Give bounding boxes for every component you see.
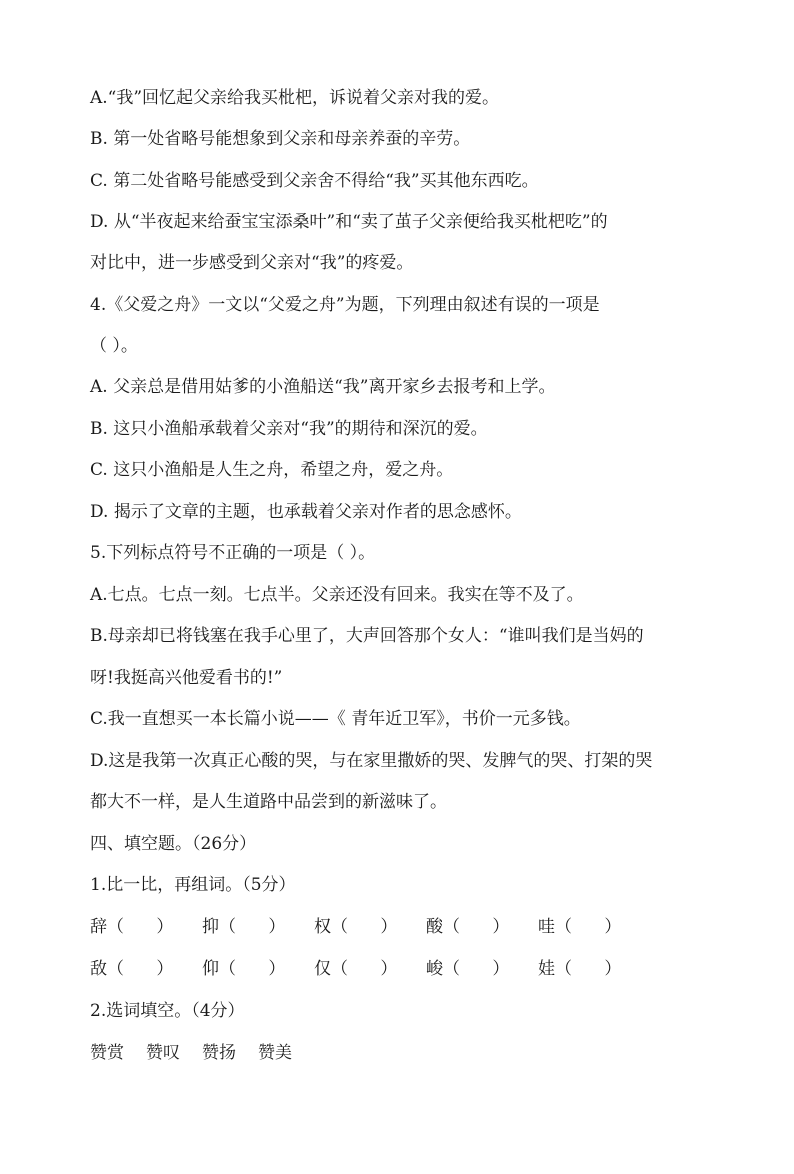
char-compare-row-2 [90, 958, 710, 980]
option-a-q3: A.“我”回忆起父亲给我买枇杷，诉说着父亲对我的爱。 [90, 88, 500, 108]
word-bank-item: 赞叹 [146, 1043, 180, 1063]
option-b-q3: B. 第一处省略号能想象到父亲和母亲养蚕的辛劳。 [90, 129, 471, 149]
word-bank-item: 赞扬 [202, 1043, 236, 1063]
option-d-q3-line1: D. 从“半夜起来给蚕宝宝添桑叶”和“卖了茧子父亲便给我买枇杷吃”的 [90, 212, 608, 232]
char-item: 敌（ ） [90, 959, 174, 979]
option-c-q3: C. 第二处省略号能感受到父亲舍不得给“我”买其他东西吃。 [90, 171, 539, 191]
option-b-q5-line2: 呀!我挺高兴他爱看书的!” [90, 668, 283, 688]
option-c-q4: C. 这只小渔船是人生之舟，希望之舟，爱之舟。 [90, 460, 454, 480]
option-a-q4: A. 父亲总是借用姑爹的小渔船送“我”离开家乡去报考和上学。 [90, 377, 556, 397]
section-four-heading: 四、填空题。（26分） [90, 834, 257, 854]
question-1-title: 1.比一比，再组词。（5分） [90, 875, 296, 895]
char-item: 辞（ ） [90, 917, 174, 937]
char-item: 峻（ ） [426, 959, 510, 979]
char-compare-row-1 [90, 916, 710, 938]
option-b-q4: B. 这只小渔船承载着父亲对“我”的期待和深沉的爱。 [90, 419, 488, 439]
question-2-title: 2.选词填空。（4分） [90, 1001, 245, 1021]
option-c-q5: C.我一直想买一本长篇小说——《 青年近卫军》，书价一元多钱。 [90, 709, 581, 729]
char-item: 仰（ ） [202, 959, 286, 979]
char-item: 哇（ ） [538, 917, 622, 937]
question-4-blank: （ ）。 [90, 336, 138, 356]
word-bank [90, 1042, 410, 1064]
question-4-title: 4.《父爱之舟》一文以“父爱之舟”为题，下列理由叙述有误的一项是 [90, 295, 600, 315]
char-item: 抑（ ） [202, 917, 286, 937]
option-d-q4: D. 揭示了文章的主题，也承载着父亲对作者的思念感怀。 [90, 502, 522, 522]
char-item: 娃（ ） [538, 959, 622, 979]
option-d-q5-line2: 都大不一样，是人生道路中品尝到的新滋味了。 [90, 792, 447, 812]
option-a-q5: A.七点。七点一刻。七点半。父亲还没有回来。我实在等不及了。 [90, 585, 584, 605]
char-item: 权（ ） [314, 917, 398, 937]
char-item: 仅（ ） [314, 959, 398, 979]
word-bank-item: 赞赏 [90, 1043, 124, 1063]
option-d-q5-line1: D.这是我第一次真正心酸的哭，与在家里撒娇的哭、发脾气的哭、打架的哭 [90, 751, 653, 771]
option-b-q5-line1: B.母亲却已将钱塞在我手心里了，大声回答那个女人：“谁叫我们是当妈的 [90, 626, 644, 646]
word-bank-item: 赞美 [258, 1043, 292, 1063]
question-5-title: 5.下列标点符号不正确的一项是（ ）。 [90, 543, 376, 563]
option-d-q3-line2: 对比中，进一步感受到父亲对“我”的疼爱。 [90, 253, 414, 273]
char-item: 酸（ ） [426, 917, 510, 937]
